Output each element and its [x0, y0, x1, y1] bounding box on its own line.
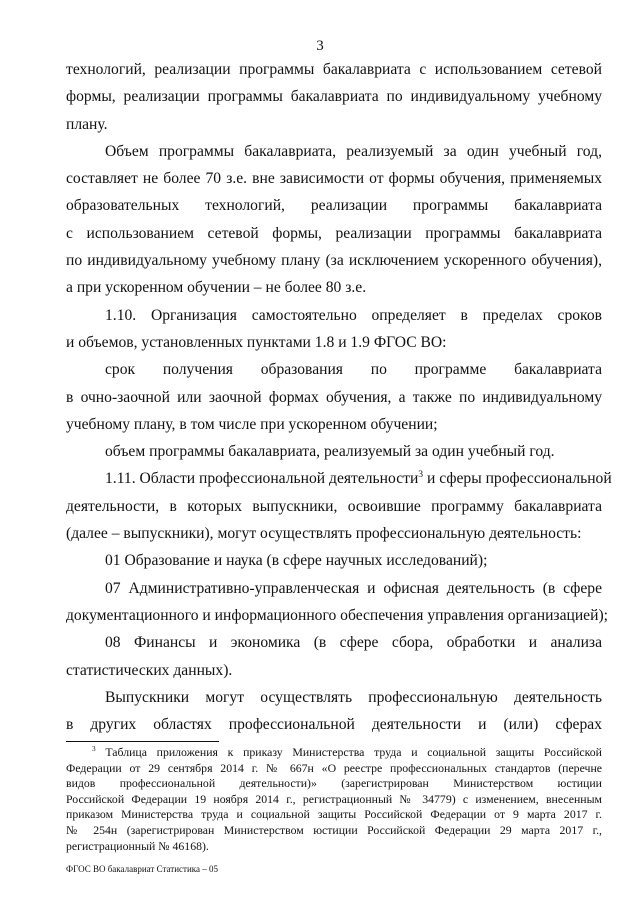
body-text: [66, 56, 612, 738]
body-line: 08 Финансы и экономика (в сфере сбора, обработки и анализа: [105, 634, 602, 652]
body-line: технологий, реализации программы бакалавриата с использованием сетевой: [66, 61, 602, 78]
body-line: срок получения образования по программе бакалавриата: [105, 361, 602, 379]
footer-label: ФГОС ВО бакалавриат Статистика – 05: [66, 864, 218, 874]
body-line: деятельности, в которых выпускники, освоившие программу бакалавриата: [66, 497, 602, 515]
footnote-line: Российской Федерации 19 ноября 2014 г., регистрационный № 34779) с изменением, внесенным: [66, 791, 602, 806]
body-line: в других областях профессиональной деятельности и (или) сферах: [66, 716, 602, 734]
body-line: учебному плану, в том числе при ускоренном обучении;: [66, 415, 438, 433]
body-line: Объем программы бакалавриата, реализуемый за один учебный год,: [105, 142, 602, 160]
body-line: Выпускники могут осуществлять профессиональную деятельность: [105, 688, 602, 706]
body-line: 01 Образование и наука (в сфере научных исследований);: [105, 552, 488, 570]
body-line: формы, реализации программы бакалавриата по индивидуальному учебному: [66, 88, 602, 106]
footnote-line: Федерации от 29 сентября 2014 г. № 667н «О реестре профессиональных стандартов (перечне: [66, 760, 602, 775]
body-line: 1.10. Организация самостоятельно определяет в пределах сроков: [105, 306, 602, 324]
page-number: 3: [316, 38, 324, 54]
body-line: статистических данных).: [66, 661, 233, 679]
footnote-line: приказом Министерства труда и социальной защиты Российской Федерации от 9 марта 2017 г.: [66, 807, 602, 822]
body-line: и объемов, установленных пунктами 1.8 и 1.9 ФГОС ВО:: [66, 333, 447, 351]
body-line: плану.: [66, 115, 108, 133]
footnote-marker: 3: [92, 744, 96, 754]
body-line: документационного и информационного обеспечения управления организацией);: [66, 606, 608, 624]
footnote-reference: 3: [418, 469, 424, 481]
footnote-line: регистрационный № 46168).: [66, 838, 209, 853]
body-line: а при ускоренном обучении – не более 80 з.е.: [66, 279, 367, 297]
body-line: по индивидуальному учебному плану (за исключением ускоренного обучения),: [66, 252, 602, 270]
body-line: (далее – выпускники), могут осуществлять профессиональную деятельность:: [66, 525, 582, 543]
body-line: в очно-заочной или заочной формах обучения, а также по индивидуальному: [66, 388, 602, 406]
body-line: с использованием сетевой формы, реализации программы бакалавриата: [66, 224, 602, 242]
footnote-line: № 254н (зарегистрирован Министерством юстиции Российской Федерации 29 марта 2017 г.,: [66, 822, 602, 837]
body-line: 07 Административно-управленческая и офисная деятельность (в сфере: [105, 579, 602, 597]
footnote-divider: [66, 741, 219, 742]
footnote-line: видов профессиональной деятельности)» (зарегистрирован Министерством юстиции: [66, 776, 602, 791]
footnote-line: $^3$ Таблица приложения к приказу Министерства труда и социальной защиты Российской: [92, 744, 602, 759]
footnote: [66, 745, 602, 854]
body-line: объем программы бакалавриата, реализуемый за один учебный год.: [105, 443, 555, 461]
body-line: 1.11. Области профессиональной деятельности$^3$ и сферы профессиональной: [105, 469, 612, 488]
body-line: образовательных технологий, реализации программы бакалавриата: [66, 197, 602, 215]
body-line: составляет не более 70 з.е. вне зависимости от формы обучения, применяемых: [66, 170, 602, 188]
